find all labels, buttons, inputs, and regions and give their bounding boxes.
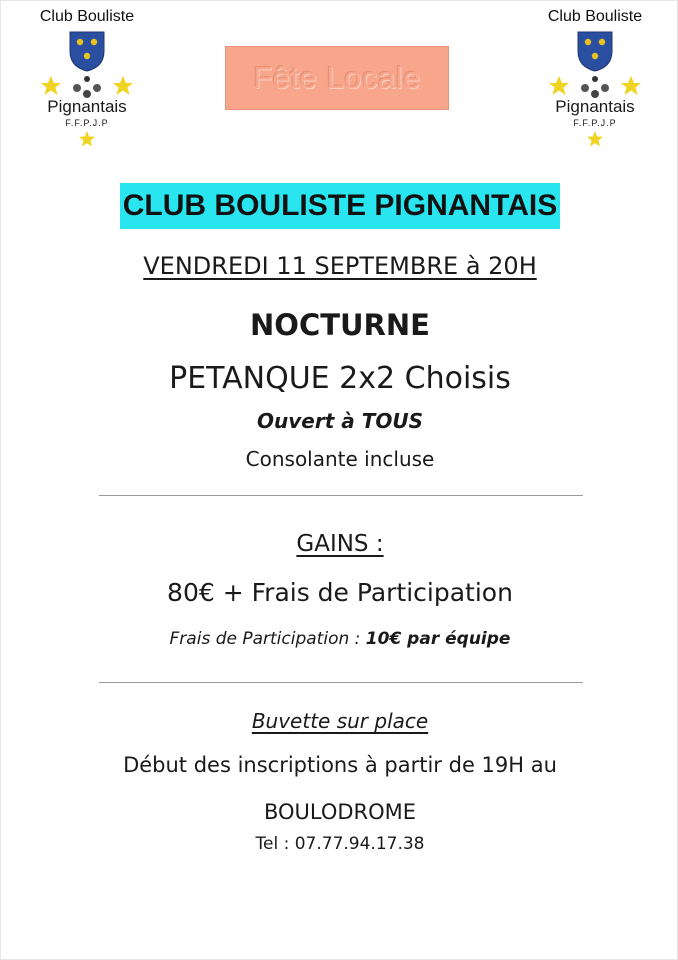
fee-label: Frais de Participation :: [169, 629, 366, 649]
event-open-to: Ouvert à TOUS: [257, 409, 423, 433]
club-logo-left: [27, 7, 147, 157]
logo-federation-label: F.F.P.J.P: [65, 118, 109, 128]
logo-name-label: Pignantais: [555, 97, 635, 116]
prizes-heading: GAINS :: [296, 531, 384, 557]
star-icon: [586, 130, 604, 148]
event-type: NOCTURNE: [250, 308, 430, 342]
participation-fee: [1, 626, 678, 652]
registration-info: Début des inscriptions à partir de 19H au: [123, 753, 557, 777]
logo-club-label: Club Bouliste: [547, 8, 643, 25]
shield-icon: [575, 29, 615, 73]
logo-club-label: Club Bouliste: [39, 8, 135, 25]
event-title: CLUB BOULISTE PIGNANTAIS: [120, 183, 560, 229]
phone-number: Tel : 07.77.94.17.38: [255, 834, 425, 854]
fee-value: 10€ par équipe: [365, 629, 511, 649]
logo-federation-label: F.F.P.J.P: [573, 118, 617, 128]
event-date: VENDREDI 11 SEPTEMBRE à 20H: [143, 252, 537, 280]
event-consolation: Consolante incluse: [245, 447, 435, 471]
divider: [99, 495, 583, 496]
stars-and-balls-icon: [37, 73, 137, 99]
divider: [99, 682, 583, 683]
event-game: PETANQUE 2x2 Choisis: [169, 361, 511, 396]
shield-icon: [67, 29, 107, 73]
star-icon: [78, 130, 96, 148]
event-title-wrap: [1, 183, 678, 229]
stars-and-balls-icon: [545, 73, 645, 99]
fete-locale-banner: [225, 46, 449, 110]
bar-info: Buvette sur place: [251, 709, 429, 733]
club-logo-right: [535, 7, 655, 157]
location: BOULODROME: [263, 800, 417, 824]
logo-name-label: Pignantais: [47, 97, 127, 116]
prizes-amount: 80€ + Frais de Participation: [167, 578, 513, 607]
fete-locale-label: Fête Locale: [253, 60, 421, 95]
